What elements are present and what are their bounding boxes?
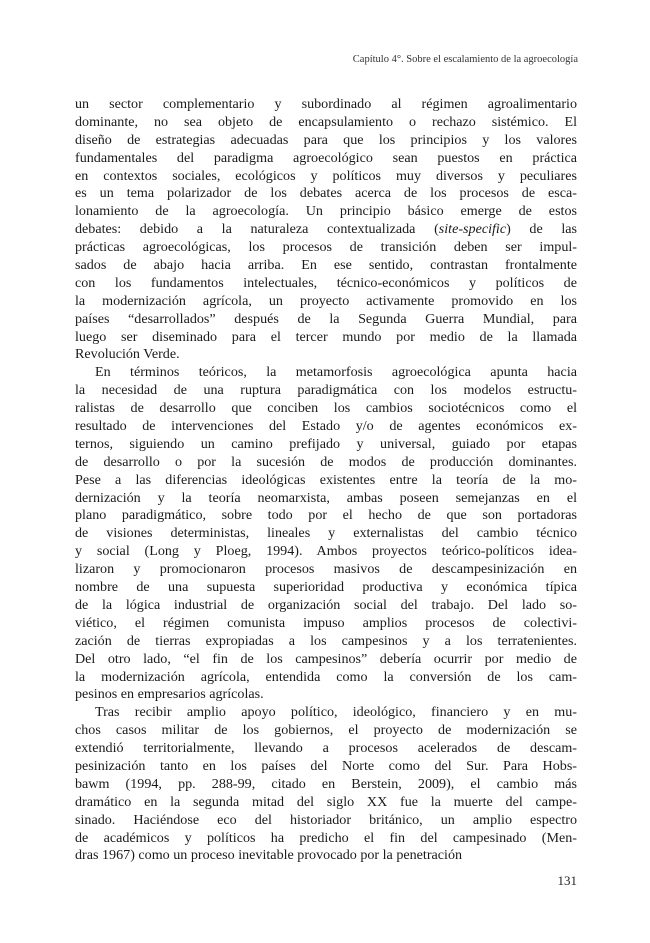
text-line: la necesidad de una ruptura paradigmática con los modelos estructu-: [75, 382, 577, 399]
running-head: Capítulo 4°. Sobre el escalamiento de la agroecología: [352, 54, 578, 65]
text-line: fundamentales del paradigma agroecológico sean puestos en práctica: [75, 149, 577, 166]
text-line: Pese a las diferencias ideológicas existentes entre la teoría de la mo-: [75, 471, 577, 488]
text-line: dernización y la teoría neomarxista, ambas poseen semejanzas en el: [75, 489, 577, 506]
text-line: En términos teóricos, la metamorfosis agroecológica apunta hacia: [95, 364, 577, 381]
text-line: un sector complementario y subordinado al régimen agroalimentario: [75, 96, 577, 112]
text-line: es un tema polarizador de los debates acerca de los procesos de esca-: [75, 185, 577, 202]
text-line: dramático en la segunda mitad del siglo XX fue la muerte del campe-: [75, 793, 577, 810]
text-line: la modernización agrícola, entendida como la conversión de los cam-: [75, 668, 577, 685]
text-line: lonamiento de la agroecología. Un principio básico emerge de estos: [75, 203, 577, 220]
paragraph: [75, 96, 577, 364]
text-line: ternos, siguiendo un camino prefijado y universal, guiado por etapas: [75, 435, 577, 452]
text-line: de académicos y políticos ha predicho el fin del campesinado (Men-: [75, 829, 577, 846]
text-line: bawm (1994, pp. 288-99, citado en Berstein, 2009), el cambio más: [75, 775, 577, 792]
text-line: resultado de intervenciones del Estado y/o de agentes económicos ex-: [75, 418, 577, 435]
text-line: viético, el régimen comunista impuso amplios procesos de colectivi-: [75, 614, 577, 631]
text-line: y social (Long y Ploeg, 1994). Ambos proyectos teórico-políticos idea-: [75, 543, 577, 560]
text-line: en contextos sociales, ecológicos y políticos muy diversos y peculiares: [75, 167, 577, 184]
text-line: Revolución Verde.: [75, 346, 180, 363]
text-line: prácticas agroecológicas, los procesos de transición deben ser impul-: [75, 239, 577, 256]
text-line: luego ser diseminado para el tercer mundo por medio de la llamada: [75, 328, 577, 345]
text-line: dominante, no sea objeto de encapsulamiento o rechazo sistémico. El: [75, 113, 577, 130]
text-line: Tras recibir amplio apoyo político, ideológico, financiero y en mu-: [95, 704, 577, 721]
text-line: extendió territorialmente, llevando a procesos acelerados de descam-: [75, 740, 577, 757]
text-line: sados de abajo hacia arriba. En ese sentido, contrastan frontalmente: [75, 257, 577, 274]
text-line: la modernización agrícola, un proyecto activamente promovido en los: [75, 292, 577, 309]
text-line: de desarrollo o por la sucesión de modos de producción dominantes.: [75, 453, 577, 470]
text-line: zación de tierras expropiadas a los campesinos y a los terratenientes.: [75, 632, 577, 649]
text-line: ralistas de desarrollo que conciben los cambios sociotécnicos como el: [75, 400, 577, 417]
text-line: de la lógica industrial de organización social del trabajo. Del lado so-: [75, 596, 577, 613]
text-line: pesinos en empresarios agrícolas.: [75, 686, 264, 703]
text-line: sinado. Haciéndose eco del historiador británico, un amplio espectro: [75, 811, 577, 828]
text-line: lizaron y promocionaron procesos masivos de descampesinización en: [75, 561, 577, 578]
text-line: nombre de una supuesta superioridad productiva y económica típica: [75, 579, 577, 596]
text-line: debates: debido a la naturaleza contextualizada (site-specific) de las: [75, 221, 578, 238]
text-line: países “desarrollados” después de la Segunda Guerra Mundial, para: [75, 310, 577, 327]
text-line: plano paradigmático, sobre todo por el hecho de que son portadoras: [75, 507, 577, 524]
text-line: diseño de estrategias adecuadas para que los principios y los valores: [75, 131, 577, 148]
page-number: 131: [557, 873, 577, 888]
text-line: de visiones deterministas, lineales y externalistas del cambio técnico: [75, 525, 577, 542]
text-line: Del otro lado, “el fin de los campesinos” debería ocurrir por medio de: [75, 650, 577, 667]
body-text: [75, 96, 577, 865]
paragraph: [75, 364, 577, 704]
paragraph: [75, 704, 577, 865]
text-line: dras 1967) como un proceso inevitable provocado por la penetración: [75, 847, 463, 864]
text-line: pesinización tanto en los países del Norte como del Sur. Para Hobs-: [75, 757, 577, 774]
text-line: con los fundamentos intelectuales, técnico-económicos y políticos de: [75, 274, 577, 291]
text-line: chos casos militar de los gobiernos, el proyecto de modernización se: [75, 722, 577, 739]
